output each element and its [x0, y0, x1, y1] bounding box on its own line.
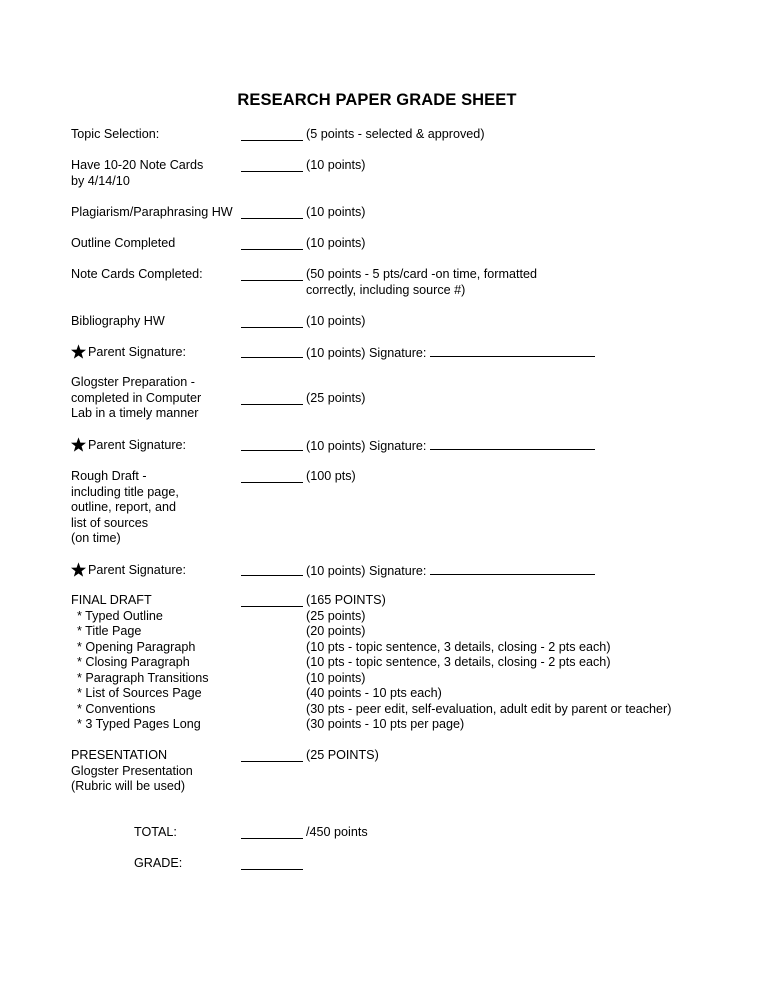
row-label: PRESENTATION Glogster Presentation (Rubric will be used): [71, 748, 193, 793]
points-text: (25 POINTS): [306, 748, 379, 762]
star-icon: [70, 344, 87, 359]
points-text: (10 points) Signature:: [306, 344, 595, 362]
signature-label: Signature:: [369, 346, 427, 360]
total-points: /450 points: [306, 825, 368, 839]
score-blank[interactable]: [241, 280, 303, 281]
points-text: (10 points) Signature:: [306, 562, 595, 580]
score-blank[interactable]: [241, 357, 303, 358]
total-blank[interactable]: [241, 838, 303, 839]
final-item-points: (10 pts - topic sentence, 3 details, closing - 2 pts each): [306, 655, 611, 669]
total-label: TOTAL:: [134, 825, 177, 839]
score-blank[interactable]: [241, 450, 303, 451]
row-label: Topic Selection:: [71, 127, 160, 141]
grade-blank[interactable]: [241, 869, 303, 870]
final-item-label: * 3 Typed Pages Long: [77, 717, 201, 731]
points-text: (165 POINTS) (25 points) (20 points) (10 pts - topic sentence, 3 details, closing - 2 pts each) (10 pts - topic sentence, 3 details, closing - 2 pts each) (10 points) (40 points - 10 pts each) (30 pts - peer edit, self-evaluation, adult edit by parent or teacher) (30 points - 10 pts per page): [306, 593, 672, 731]
row-label: Rough Draft - including title page, outline, report, and list of sources (on time): [71, 469, 179, 545]
signature-label: Signature:: [369, 439, 427, 453]
points-text: (10 points): [306, 205, 366, 219]
row-label: FINAL DRAFT * Typed Outline * Title Page * Opening Paragraph * Closing Paragraph * Paragraph Transitions * List of Sources Page * Conventions * 3 Typed Pages Long: [71, 593, 209, 731]
row-label: Bibliography HW: [71, 314, 165, 328]
final-item-label: * List of Sources Page: [77, 686, 202, 700]
row-label: Glogster Preparation - completed in Computer Lab in a timely manner: [71, 375, 202, 420]
signature-line[interactable]: [430, 437, 595, 450]
signature-line[interactable]: [430, 562, 595, 575]
final-item-points: (25 points): [306, 608, 366, 623]
score-blank[interactable]: [241, 140, 303, 141]
final-item-label: * Title Page: [77, 624, 142, 638]
page-title: RESEARCH PAPER GRADE SHEET: [237, 91, 517, 109]
score-blank[interactable]: [241, 575, 303, 576]
score-blank[interactable]: [241, 171, 303, 172]
final-item-label: * Conventions: [77, 701, 156, 716]
row-label: Note Cards Completed:: [71, 267, 203, 281]
final-item-points: (30 points - 10 pts per page): [306, 717, 465, 731]
star-icon: [70, 562, 87, 577]
signature-line[interactable]: [430, 344, 595, 357]
points-text: (10 points) Signature:: [306, 437, 595, 455]
final-item-points: (10 points): [306, 670, 366, 685]
score-blank[interactable]: [241, 606, 303, 607]
points-text: (10 points): [306, 236, 366, 250]
points-text: (50 points - 5 pts/card -on time, formatted correctly, including source #): [306, 267, 537, 297]
final-item-points: (30 pts - peer edit, self-evaluation, adult edit by parent or teacher): [306, 701, 672, 716]
points-text: (10 points): [306, 314, 366, 328]
final-item-points: (10 pts - topic sentence, 3 details, closing - 2 pts each): [306, 639, 611, 654]
points-text: (100 pts): [306, 469, 356, 483]
row-label: Parent Signature:: [70, 562, 186, 579]
final-item-label: * Typed Outline: [77, 608, 163, 623]
row-label: Outline Completed: [71, 236, 176, 250]
score-blank[interactable]: [241, 218, 303, 219]
row-label: Parent Signature:: [70, 344, 186, 361]
points-text: (10 points): [306, 158, 366, 172]
score-blank[interactable]: [241, 482, 303, 483]
final-item-label: * Closing Paragraph: [77, 655, 190, 669]
points-text: (25 points): [306, 391, 366, 405]
final-item-points: (20 points): [306, 624, 366, 638]
grade-label: GRADE:: [134, 856, 183, 870]
row-label: Parent Signature:: [70, 437, 186, 454]
star-icon: [70, 437, 87, 452]
final-item-label: * Opening Paragraph: [77, 639, 196, 654]
points-text: (5 points - selected & approved): [306, 127, 485, 141]
score-blank[interactable]: [241, 249, 303, 250]
score-blank[interactable]: [241, 761, 303, 762]
score-blank[interactable]: [241, 404, 303, 405]
row-label: Plagiarism/Paraphrasing HW: [71, 205, 233, 219]
final-item-label: * Paragraph Transitions: [77, 670, 209, 685]
row-label: Have 10-20 Note Cards by 4/14/10: [71, 158, 204, 188]
final-item-points: (40 points - 10 pts each): [306, 686, 442, 700]
score-blank[interactable]: [241, 327, 303, 328]
signature-label: Signature:: [369, 564, 427, 578]
